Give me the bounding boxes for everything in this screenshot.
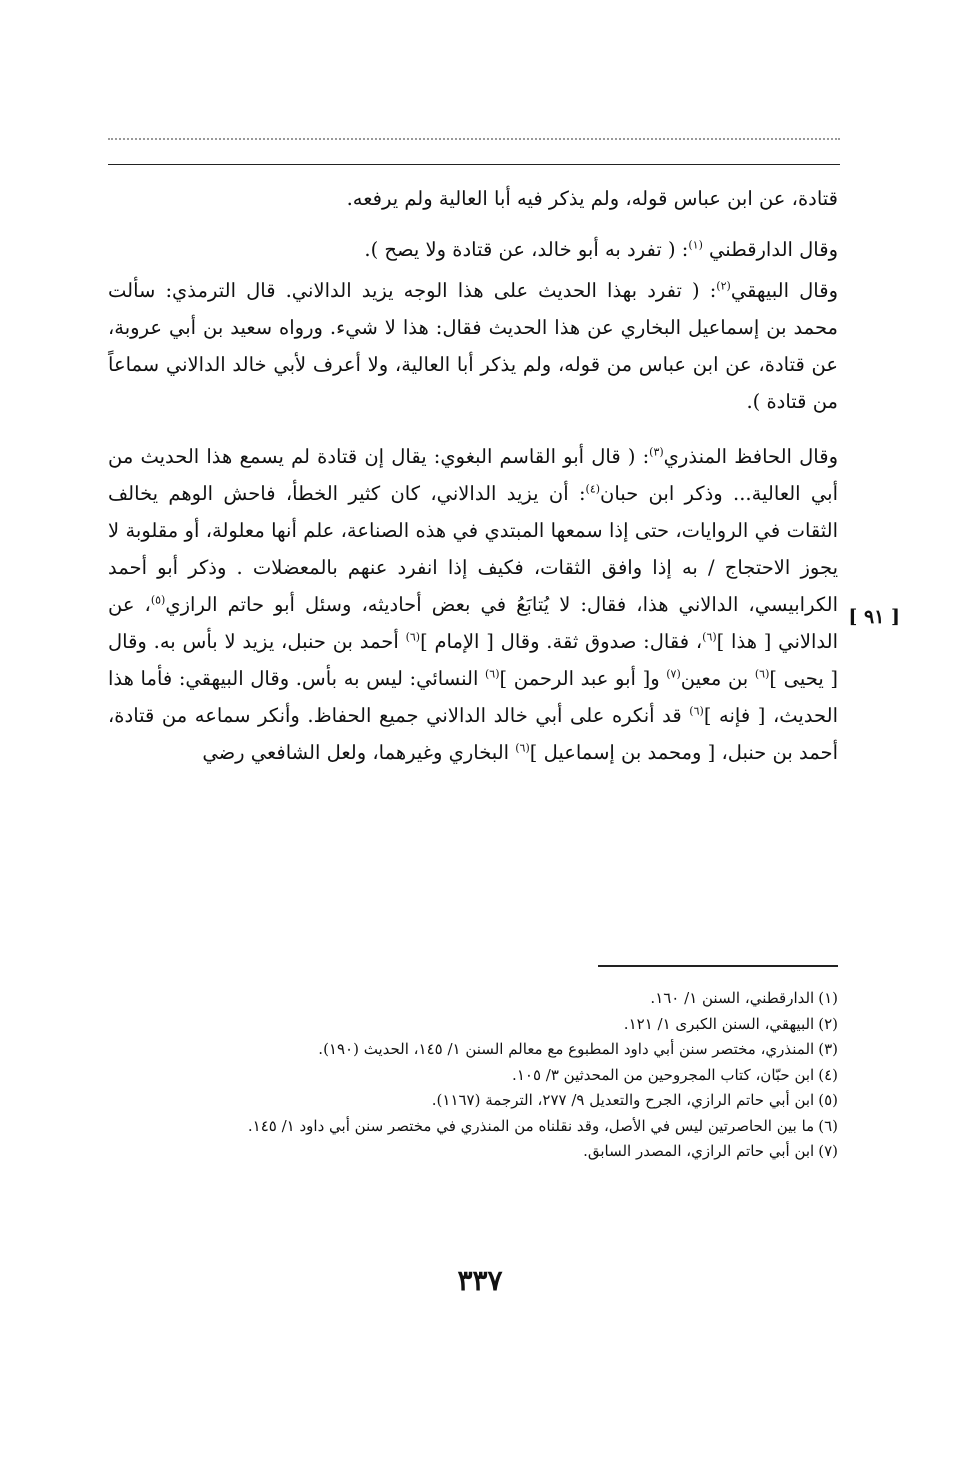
footnote-ref: (٤)	[585, 482, 601, 496]
paragraph-1	[108, 180, 838, 217]
footnote-ref: (٦)	[515, 741, 530, 755]
footnote-ref: (٢)	[716, 279, 731, 293]
text-run: وقال البيهقي	[730, 279, 838, 302]
footnote-number: (٦)	[818, 1116, 838, 1135]
text-run: قتادة، عن ابن عباس قوله، ولم يذكر فيه أبا العالية ولم يرفعه.	[346, 187, 838, 210]
footnote-text: المنذري، مختصر سنن أبي داود المطبوع مع معالم السنن ١/ ١٤٥، الحديث (١٩٠).	[318, 1040, 815, 1058]
header-rule	[108, 164, 840, 165]
text-run: : أن يزيد الدالاني، كان كثير الخطأ، فاحش الوهم يخالف الثقات في الروايات، حتى إذا سمعها المبتدي في هذه الصناعة، علم أنها معلولة، أو مقلوبة لا يجوز الاحتجاج / به إذا وافق الثقات، فكيف إذا انفرد عنهم بالمعضلات . وذكر أبو أحمد الكرابيسي، الدالاني هذا، فقال: لا يُتابَعُ في بعض أحاديثه، وسئل أبو حاتم الرازي	[108, 482, 838, 616]
footnotes	[108, 986, 838, 1165]
footnote-separator	[598, 965, 838, 967]
header-dotted-line	[108, 138, 840, 140]
footnote-4	[108, 1063, 838, 1089]
footnote-number: (٧)	[818, 1142, 838, 1160]
footnote-3	[108, 1037, 838, 1063]
footnote-ref: (٦)	[405, 630, 421, 644]
text-run: البخاري وغيرهما، ولعل الشافعي رضي	[202, 741, 516, 764]
main-text	[108, 180, 838, 771]
footnote-ref: (٦)	[754, 667, 770, 681]
text-run: ، عن الدالاني [ هذا ]	[108, 593, 839, 653]
footnote-number: (٣)	[818, 1040, 838, 1058]
footnote-1	[108, 986, 838, 1012]
footnote-6	[108, 1114, 838, 1140]
footnote-2	[108, 1012, 838, 1038]
text-run: وقال الحافظ المنذري	[663, 445, 838, 468]
footnote-ref: (٦)	[702, 630, 717, 644]
footnote-number: (٢)	[818, 1014, 838, 1033]
text-run: وقال الدارقطني	[702, 238, 838, 261]
text-run: : ( تفرد بهذا الحديث على هذا الوجه يزيد الدالاني. قال الترمذي: سألت محمد بن إسماعيل البخاري عن هذا الحديث فقال: هذا لا شيء. ورواه سعيد بن أبي عروبة، عن قتادة، عن ابن عباس من قوله، ولم يذكر أبا العالية، ولا أعرف لأبي خالد الدالاني سماعاً من قتادة ).	[108, 279, 838, 413]
footnote-text: ابن أبي حاتم الرازي، الجرح والتعديل ٩/ ٢٧٧، الترجمة (١١٦٧).	[431, 1091, 815, 1109]
paragraph-2	[108, 231, 838, 268]
text-run: النسائي: ليس به بأس. وقال البيهقي: فأما هذا الحديث، [ فإنه ]	[108, 667, 838, 727]
text-run: بن معين	[680, 667, 755, 690]
footnote-ref: (٦)	[485, 667, 500, 681]
footnote-ref: (٧)	[666, 667, 681, 681]
footnote-text: الدارقطني، السنن ١/ ١٦٠.	[650, 989, 815, 1007]
footnote-ref: (٣)	[649, 445, 664, 459]
footnote-ref: (٦)	[689, 704, 704, 718]
footnote-number: (١)	[818, 989, 838, 1007]
text-run: أحمد بن حنبل، يزيد لا بأس به. وقال [ يحيى ]	[108, 630, 838, 690]
text-run: : ( قال أبو القاسم البغوي: يقال إن قتادة لم يسمع هذا الحديث من أبي العالية... وذكر ابن حبان	[108, 445, 838, 505]
margin-page-marker: [ ٩١ ]	[848, 606, 900, 628]
page-number: ٣٣٧	[457, 1264, 503, 1297]
footnote-ref: (٥)	[150, 593, 166, 607]
text-run: : ( تفرد به أبو خالد، عن قتادة ولا يصح ).	[364, 238, 689, 261]
footnote-number: (٤)	[818, 1065, 838, 1084]
footnote-7	[108, 1139, 838, 1165]
text-run: ، فقال: صدوق ثقة. وقال [ الإمام ]	[420, 630, 703, 653]
footnote-text: ابن حبّان، كتاب المجروحين من المحدثين ٣/ ١٠٥.	[512, 1065, 815, 1084]
footnote-5	[108, 1088, 838, 1114]
footnote-text: ما بين الحاصرتين ليس في الأصل، وقد نقلناه من المنذري في مختصر سنن أبي داود ١/ ١٤٥.	[247, 1116, 815, 1135]
text-run: قد أنكره على أبي خالد الدالاني جميع الحفاظ. وأنكر سماعه من قتادة، أحمد بن حنبل، [ ومحمد بن إسماعيل ]	[108, 704, 838, 764]
footnote-number: (٥)	[818, 1091, 838, 1109]
text-run: و[ أبو عبد الرحمن ]	[499, 667, 667, 690]
paragraph-4	[108, 438, 838, 771]
paragraph-3	[108, 272, 838, 420]
footnote-ref: (١)	[688, 238, 703, 252]
footnote-text: ابن أبي حاتم الرازي، المصدر السابق.	[583, 1142, 815, 1160]
footnote-text: البيهقي، السنن الكبرى ١/ ١٢١.	[623, 1014, 815, 1033]
